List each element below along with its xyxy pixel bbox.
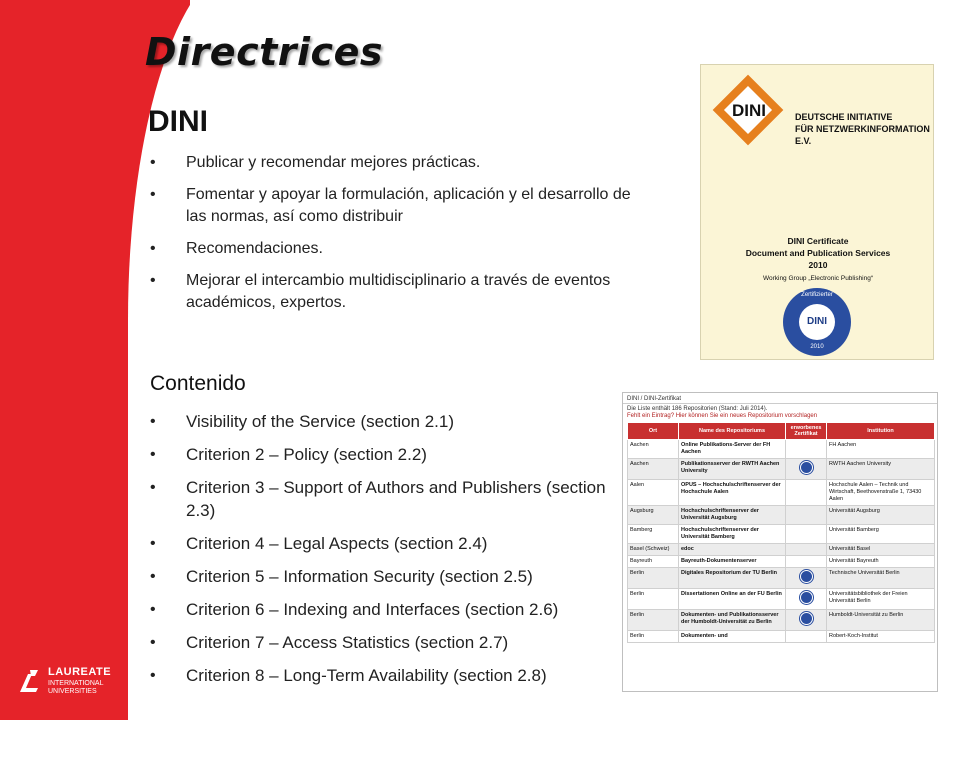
repository-table xyxy=(627,422,935,643)
cell-repository-name: Publikationsserver der RWTH Aachen University xyxy=(679,459,786,480)
cell-institution: Hochschule Aalen – Technik und Wirtschaft, Beethovenstraße 1, 73430 Aalen xyxy=(827,480,935,506)
cell-ort: Aachen xyxy=(628,459,679,480)
certificate-working-group: Working Group „Electronic Publishing“ xyxy=(762,275,874,282)
cell-ort: Berlin xyxy=(628,589,679,610)
criterion-item: • Criterion 7 – Access Statistics (section 2.7) xyxy=(150,631,620,654)
criterion-item: • Criterion 6 – Indexing and Interfaces (section 2.6) xyxy=(150,598,620,621)
criterion-item: • Criterion 8 – Long-Term Availability (section 2.8) xyxy=(150,664,620,687)
cell-certificate xyxy=(786,480,827,506)
column-header: Name des Repositoriums xyxy=(679,423,786,440)
cell-institution: Universitätsbibliothek der Freien Universität Berlin xyxy=(827,589,935,610)
cell-repository-name: Dissertationen Online an der FU Berlin xyxy=(679,589,786,610)
cell-repository-name: Hochschulschriftenserver der Universität Bamberg xyxy=(679,525,786,544)
cell-ort: Berlin xyxy=(628,568,679,589)
table-row xyxy=(628,568,935,589)
aim-item: • Recomendaciones. xyxy=(150,238,650,260)
brand-name: LAUREATE xyxy=(48,666,112,678)
cell-certificate xyxy=(786,506,827,525)
cell-ort: Basel (Schweiz) xyxy=(628,544,679,556)
aim-item: • Fomentar y apoyar la formulación, aplicación y el desarrollo de las normas, así como distribuir xyxy=(150,184,650,228)
criterion-item: • Visibility of the Service (section 2.1) xyxy=(150,410,620,433)
cell-repository-name: Digitales Repositorium der TU Berlin xyxy=(679,568,786,589)
table-row xyxy=(628,525,935,544)
cell-repository-name: Dokumenten- und Publikationsserver der Humboldt-Universität zu Berlin xyxy=(679,610,786,631)
table-row xyxy=(628,506,935,525)
cell-repository-name: Dokumenten- und xyxy=(679,631,786,643)
table-row xyxy=(628,440,935,459)
cell-certificate xyxy=(786,440,827,459)
column-header: Institution xyxy=(827,423,935,440)
table-row xyxy=(628,589,935,610)
certificate-organization: DEUTSCHE INITIATIVE FÜR NETZWERKINFORMATION E.V. xyxy=(795,112,930,146)
cell-repository-name: Bayreuth-Dokumentenserver xyxy=(679,556,786,568)
criterion-item: • Criterion 3 – Support of Authors and Publishers (section 2.3) xyxy=(150,476,620,522)
table-row xyxy=(628,459,935,480)
dini-logo-text: DINI xyxy=(732,101,766,120)
column-header: Ort xyxy=(628,423,679,440)
cell-institution: FH Aachen xyxy=(827,440,935,459)
table-row xyxy=(628,610,935,631)
cell-institution: Technische Universität Berlin xyxy=(827,568,935,589)
cell-certificate xyxy=(786,544,827,556)
repository-breadcrumb: DINI / DINI-Zertifikat xyxy=(623,393,937,404)
table-row xyxy=(628,544,935,556)
cell-certificate xyxy=(786,610,827,631)
aims-list xyxy=(150,152,650,324)
brand-subtitle: INTERNATIONAL UNIVERSITIES xyxy=(48,680,104,695)
certificate-badge-icon xyxy=(800,591,813,604)
slide-title: Directrices xyxy=(145,30,383,74)
cell-ort: Berlin xyxy=(628,631,679,643)
aim-item: • Publicar y recomendar mejores prácticas. xyxy=(150,152,650,174)
cell-certificate xyxy=(786,556,827,568)
cell-repository-name: edoc xyxy=(679,544,786,556)
cell-institution: Universität Bamberg xyxy=(827,525,935,544)
certificate-title: DINI Certificate Document and Publication Services 2010 xyxy=(745,236,891,270)
aim-item: • Mejorar el intercambio multidisciplinario a través de eventos académicos, expertos. xyxy=(150,270,650,314)
certificate-badge-icon xyxy=(800,461,813,474)
criterion-item: • Criterion 2 – Policy (section 2.2) xyxy=(150,443,620,466)
laureate-logo xyxy=(18,666,128,700)
certificate-badge-icon xyxy=(800,570,813,583)
criterion-item: • Criterion 4 – Legal Aspects (section 2.4) xyxy=(150,532,620,555)
cell-ort: Bamberg xyxy=(628,525,679,544)
cell-repository-name: OPUS – Hochschulschriftenserver der Hochschule Aalen xyxy=(679,480,786,506)
cell-institution: Universität Basel xyxy=(827,544,935,556)
criterion-item: • Criterion 5 – Information Security (section 2.5) xyxy=(150,565,620,588)
cell-repository-name: Online Publikations-Server der FH Aachen xyxy=(679,440,786,459)
criteria-list xyxy=(150,410,620,697)
cell-institution: Universität Bayreuth xyxy=(827,556,935,568)
cell-certificate xyxy=(786,589,827,610)
dini-logo xyxy=(713,75,785,147)
table-row xyxy=(628,631,935,643)
repository-list-image xyxy=(622,392,938,692)
laureate-mark-icon xyxy=(18,668,40,694)
cell-ort: Aachen xyxy=(628,440,679,459)
cell-institution: Universität Augsburg xyxy=(827,506,935,525)
cell-ort: Aalen xyxy=(628,480,679,506)
cell-ort: Berlin xyxy=(628,610,679,631)
cell-certificate xyxy=(786,631,827,643)
slide-subtitle: DINI xyxy=(148,105,208,138)
table-row xyxy=(628,480,935,506)
repository-count: Die Liste enthält 186 Repositorien (Stand: Juli 2014). xyxy=(627,406,768,412)
certificate-badge-icon xyxy=(800,612,813,625)
cell-ort: Bayreuth xyxy=(628,556,679,568)
suggest-repository-link: Fehlt ein Eintrag? Hier können Sie ein neues Repositorium vorschlagen xyxy=(627,413,818,419)
cell-repository-name: Hochschulschriftenserver der Universität Augsburg xyxy=(679,506,786,525)
cell-institution: Humboldt-Universität zu Berlin xyxy=(827,610,935,631)
column-header: erworbenes Zertifikat xyxy=(786,423,827,440)
table-row xyxy=(628,556,935,568)
cell-institution: Robert-Koch-Institut xyxy=(827,631,935,643)
cell-certificate xyxy=(786,568,827,589)
dini-certificate-image xyxy=(700,64,934,360)
contents-heading: Contenido xyxy=(150,372,246,395)
cell-ort: Augsburg xyxy=(628,506,679,525)
cell-certificate xyxy=(786,459,827,480)
cell-certificate xyxy=(786,525,827,544)
certificate-seal: Zertifizierter DINI 2010 xyxy=(783,288,851,356)
cell-institution: RWTH Aachen University xyxy=(827,459,935,480)
